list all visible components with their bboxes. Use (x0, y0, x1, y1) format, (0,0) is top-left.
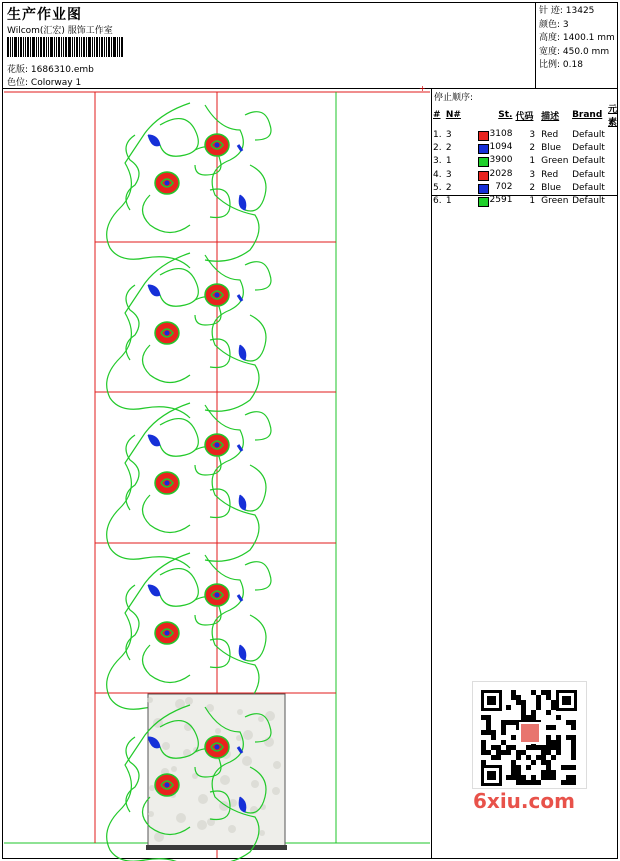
blue-leaf (239, 645, 246, 660)
stat-stitches: 针 迹: 13425 (539, 6, 595, 16)
row-index: 6. (433, 196, 442, 207)
rose-center (165, 331, 170, 336)
fabric-texture (258, 716, 264, 722)
fabric-texture (228, 825, 236, 833)
rose-center (215, 143, 220, 148)
stat-colors: 颜色: 3 (539, 19, 569, 30)
row-stitches: 1094 (478, 141, 516, 154)
blue-leaf (239, 345, 246, 360)
corner-mark: + (419, 84, 426, 93)
leaf-vine (245, 165, 266, 211)
row-brand: Default (572, 142, 605, 153)
blue-leaf (239, 495, 246, 510)
row-index: 2. (433, 142, 442, 153)
fabric-texture (176, 813, 186, 823)
col-code: 代码 (515, 111, 534, 122)
blue-leaf (148, 435, 160, 446)
swirl (210, 339, 230, 368)
vine (205, 255, 259, 411)
row-stitches: 702 (478, 181, 516, 194)
leaf-vine (143, 195, 191, 233)
row-stitches: 3900 (478, 155, 516, 168)
col-desc: 描述 (541, 111, 560, 122)
row-code: 2 (529, 142, 536, 153)
col-index: # (433, 110, 441, 120)
rose-center (165, 783, 170, 788)
blue-leaf (239, 195, 246, 210)
design-value: 1686310.emb (30, 65, 94, 75)
row-desc: Red (541, 169, 559, 180)
row-index: 5. (433, 182, 442, 193)
fabric-texture (149, 785, 155, 791)
row-desc: Green (541, 196, 569, 207)
leaf-vine (143, 495, 191, 533)
fabric-texture (272, 787, 280, 795)
col-brand: Brand (572, 110, 603, 120)
qr-code-image (473, 682, 586, 788)
row-needle: 1 (445, 196, 452, 207)
stat-scale: 比例: 0.18 (539, 60, 583, 71)
row-needle: 3 (445, 129, 452, 140)
row-stitches: 2591 (478, 194, 516, 207)
swirl (160, 269, 198, 307)
stop-sequence-title: 停止顺序: (434, 93, 474, 103)
row-index: 4. (433, 169, 442, 180)
row-needle: 2 (445, 182, 452, 193)
row-code: 3 (529, 169, 536, 180)
fabric-texture (215, 728, 221, 734)
row-code: 3 (529, 129, 536, 140)
sample-label-bar (146, 845, 287, 850)
swirl (160, 119, 198, 157)
fabric-texture (243, 730, 253, 740)
rose-center (215, 593, 220, 598)
leaf-vine (126, 285, 139, 360)
blue-accent (238, 595, 242, 601)
colorway-label: 色位: (7, 78, 29, 88)
row-brand: Default (572, 129, 605, 140)
vine (205, 105, 259, 261)
row-needle: 3 (445, 169, 452, 180)
swirl (245, 412, 271, 440)
row-needle: 2 (445, 142, 452, 153)
fabric-texture (251, 780, 259, 788)
fabric-texture (147, 697, 153, 703)
row-desc: Red (541, 129, 559, 140)
vine (205, 555, 259, 711)
row-brand: Default (572, 169, 605, 180)
qr-code (472, 681, 587, 789)
swirl (245, 562, 271, 590)
blue-accent (238, 145, 242, 151)
stat-height: 高度: 1400.1 mm (539, 33, 615, 44)
row-index: 3. (433, 156, 442, 167)
leaf-vine (126, 737, 139, 812)
swirl (245, 262, 271, 290)
fabric-texture (148, 811, 154, 817)
blue-leaf (148, 135, 160, 146)
swirl (245, 112, 271, 140)
row-desc: Green (541, 156, 569, 167)
leaf-vine (245, 465, 266, 511)
vine (205, 405, 259, 561)
page-title: 生产作业图 (7, 7, 82, 23)
row-stitches: 2028 (478, 168, 516, 181)
row-brand: Default (572, 156, 605, 167)
row-desc: Blue (541, 142, 562, 153)
row-brand: Default (572, 182, 605, 193)
colorway-value: Colorway 1 (30, 78, 82, 88)
fabric-texture (237, 709, 243, 715)
blue-accent (238, 295, 242, 301)
blue-leaf (148, 585, 160, 596)
col-needle: N# (445, 110, 461, 120)
rose-center (215, 443, 220, 448)
col-element: 元素 (607, 105, 617, 128)
fabric-texture (220, 775, 230, 785)
row-desc: Blue (541, 182, 562, 193)
row-code: 1 (529, 196, 536, 207)
watermark-logo: 6xiu.com (473, 789, 575, 813)
row-stitches: 3108 (478, 128, 516, 141)
rose-center (165, 481, 170, 486)
rose-center (215, 745, 220, 750)
leaf-vine (143, 345, 191, 383)
fabric-texture (185, 697, 193, 705)
swirl (210, 489, 230, 518)
blue-accent (238, 445, 242, 451)
swirl (160, 419, 198, 457)
page-subtitle: Wilcom(汇宏) 服饰工作室 (7, 26, 113, 36)
leaf-vine (143, 645, 191, 683)
swirl (210, 189, 230, 218)
rose-center (215, 293, 220, 298)
leaf-vine (245, 315, 266, 361)
row-index: 1. (433, 129, 442, 140)
design-label: 花版: (7, 65, 29, 75)
col-stitches: St. (498, 110, 513, 120)
leaf-vine (126, 435, 139, 510)
fabric-texture (259, 830, 265, 836)
fabric-texture (197, 820, 207, 830)
blue-leaf (148, 285, 160, 296)
leaf-vine (126, 585, 139, 660)
fabric-texture (162, 742, 170, 750)
swirl (210, 639, 230, 668)
fabric-texture (273, 761, 281, 769)
fabric-texture (198, 794, 208, 804)
row-needle: 1 (445, 156, 452, 167)
row-code: 1 (529, 156, 536, 167)
swirl (160, 569, 198, 607)
row-code: 2 (529, 182, 536, 193)
stat-width: 宽度: 450.0 mm (539, 46, 610, 57)
fabric-texture (184, 723, 192, 731)
row-brand: Default (572, 196, 605, 207)
fabric-texture (242, 756, 252, 766)
fabric-texture (171, 766, 177, 772)
rose-center (165, 631, 170, 636)
rose-center (165, 181, 170, 186)
leaf-vine (126, 135, 139, 210)
leaf-vine (245, 615, 266, 661)
